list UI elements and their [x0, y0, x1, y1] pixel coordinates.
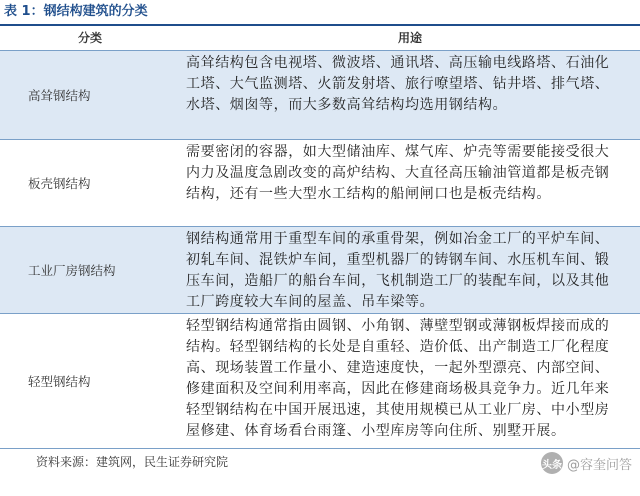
row-category: 高耸钢结构 [28, 88, 91, 103]
watermark [541, 452, 632, 474]
table-row [0, 314, 640, 449]
row-category: 工业厂房钢结构 [28, 263, 116, 278]
watermark-text: @容奎问答 [566, 457, 632, 473]
row-usage: 轻型钢结构通常指由圆钢、小角钢、薄壁型钢或薄钢板焊接而成的结构。轻型钢结构的长处是自重轻、造价低、出产制造工厂化程度高、现场装置工作量小、建造速度快，一起外型漂亮、内部空间、修建面积及空间利用率高，因此在修建商场极具竞争力。近几年来轻型钢结构在中国开展迅速，其使用规模已从工业厂房、中小型房屋修建、体育场看台雨篷、小型库房等向住所、别墅开展。 [186, 318, 610, 439]
row-usage: 高耸结构包含电视塔、微波塔、通讯塔、高压输电线路塔、石油化工塔、大气监测塔、火箭发射塔、旅行嘹望塔、钻井塔、排气塔、水塔、烟囱等，而大多数高耸结构均选用钢结构。 [186, 55, 610, 113]
row-usage: 需要密闭的容器，如大型储油库、煤气库、炉壳等需要能接受很大内力及温度急剧改变的高炉结构、大直径高压输油管道都是板壳钢结构，还有一些大型水工结构的船闸闸口也是板壳结构。 [186, 144, 610, 202]
table-title: 表 1：钢结构建筑的分类 [4, 4, 148, 19]
source-note: 资料来源：建筑网，民生证券研究院 [36, 455, 229, 469]
table-row [0, 227, 640, 314]
table-row [0, 51, 640, 140]
row-category: 轻型钢结构 [28, 374, 91, 389]
row-category: 板壳钢结构 [28, 176, 91, 191]
row-usage: 钢结构通常用于重型车间的承重骨架，例如冶金工厂的平炉车间、初轧车间、混铁炉车间，重型机器厂的铸钢车间、水压机车间、锻压车间，造船厂的船台车间，飞机制造工厂的装配车间，以及其他工厂跨度较大车间的屋盖、吊车梁等。 [186, 231, 610, 310]
table-row [0, 140, 640, 227]
toutiao-logo-icon: 头条 [541, 452, 563, 474]
header-usage: 用途 [397, 31, 422, 45]
header-category: 分类 [77, 31, 102, 45]
table-header [0, 26, 640, 51]
